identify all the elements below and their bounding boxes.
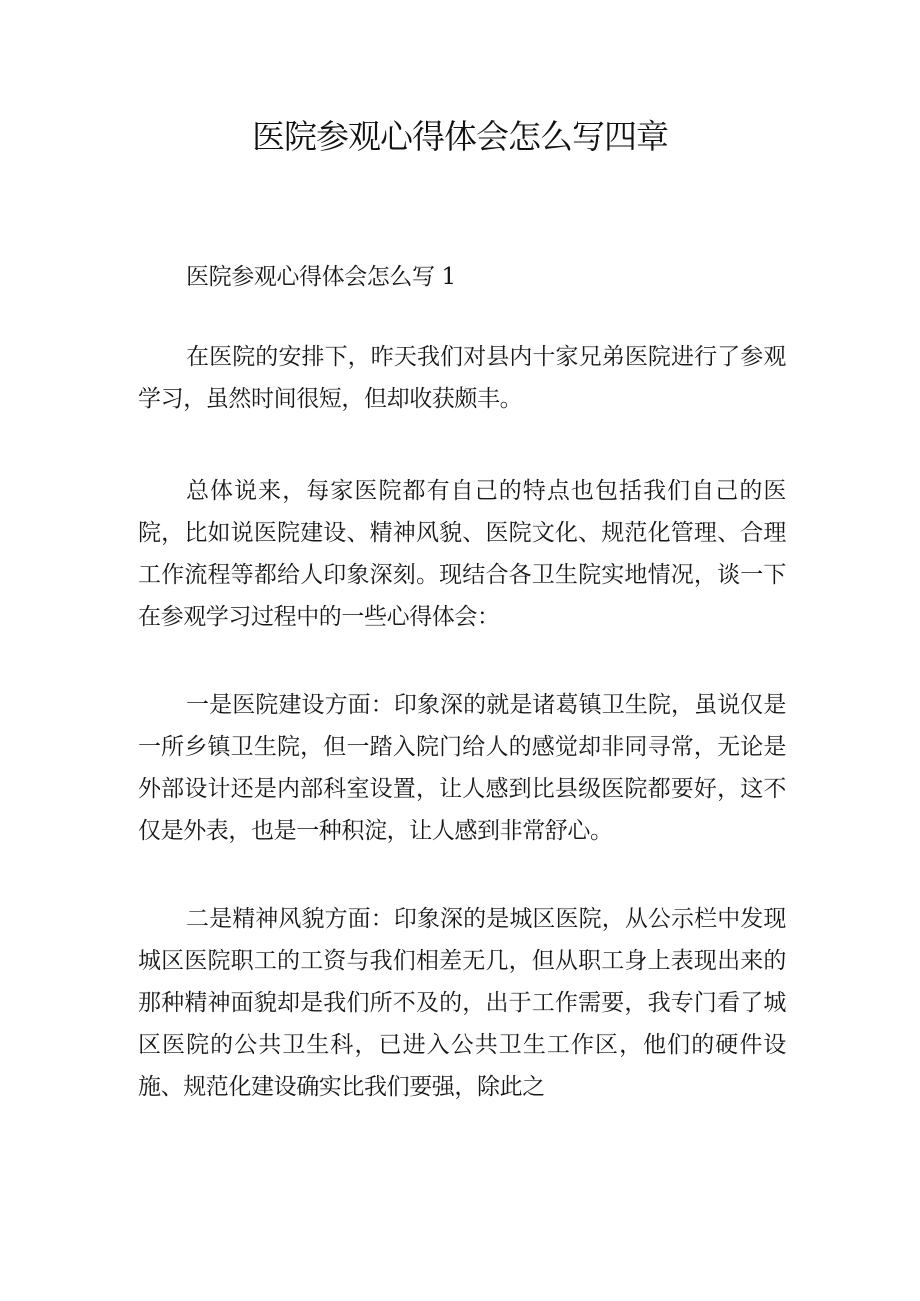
section-heading	[138, 256, 786, 298]
paragraph-1	[138, 336, 786, 420]
paragraph-2	[138, 470, 786, 638]
paragraph-3-text: 一是医院建设方面：印象深的就是诸葛镇卫生院，虽说仅是一所乡镇卫生院，但一踏入院门给人的感觉却非同寻常，无论是外部设计还是内部科室设置，让人感到比县级医院都要好，这不仅是外表，也是一种积淀，让人感到非常舒心。	[138, 692, 786, 844]
paragraph-3	[138, 684, 786, 852]
document-title: 医院参观心得体会怎么写四章	[252, 117, 668, 156]
paragraph-2-text: 总体说来，每家医院都有自己的特点也包括我们自己的医院，比如说医院建设、精神风貌、医院文化、规范化管理、合理工作流程等都给人印象深刻。现结合各卫生院实地情况，谈一下在参观学习过程中的一些心得体会：	[138, 478, 786, 630]
paragraph-4-text: 二是精神风貌方面：印象深的是城区医院，从公示栏中发现城区医院职工的工资与我们相差无几，但从职工身上表现出来的那种精神面貌却是我们所不及的，出于工作需要，我专门看了城区医院的公共卫生科，已进入公共卫生工作区，他们的硬件设施、规范化建设确实比我们要强，除此之	[138, 906, 786, 1100]
section-heading-text: 医院参观心得体会怎么写 1	[186, 264, 456, 290]
paragraph-4	[138, 898, 786, 1108]
paragraph-1-text: 在医院的安排下，昨天我们对县内十家兄弟医院进行了参观学习，虽然时间很短，但却收获颇丰。	[138, 344, 786, 412]
